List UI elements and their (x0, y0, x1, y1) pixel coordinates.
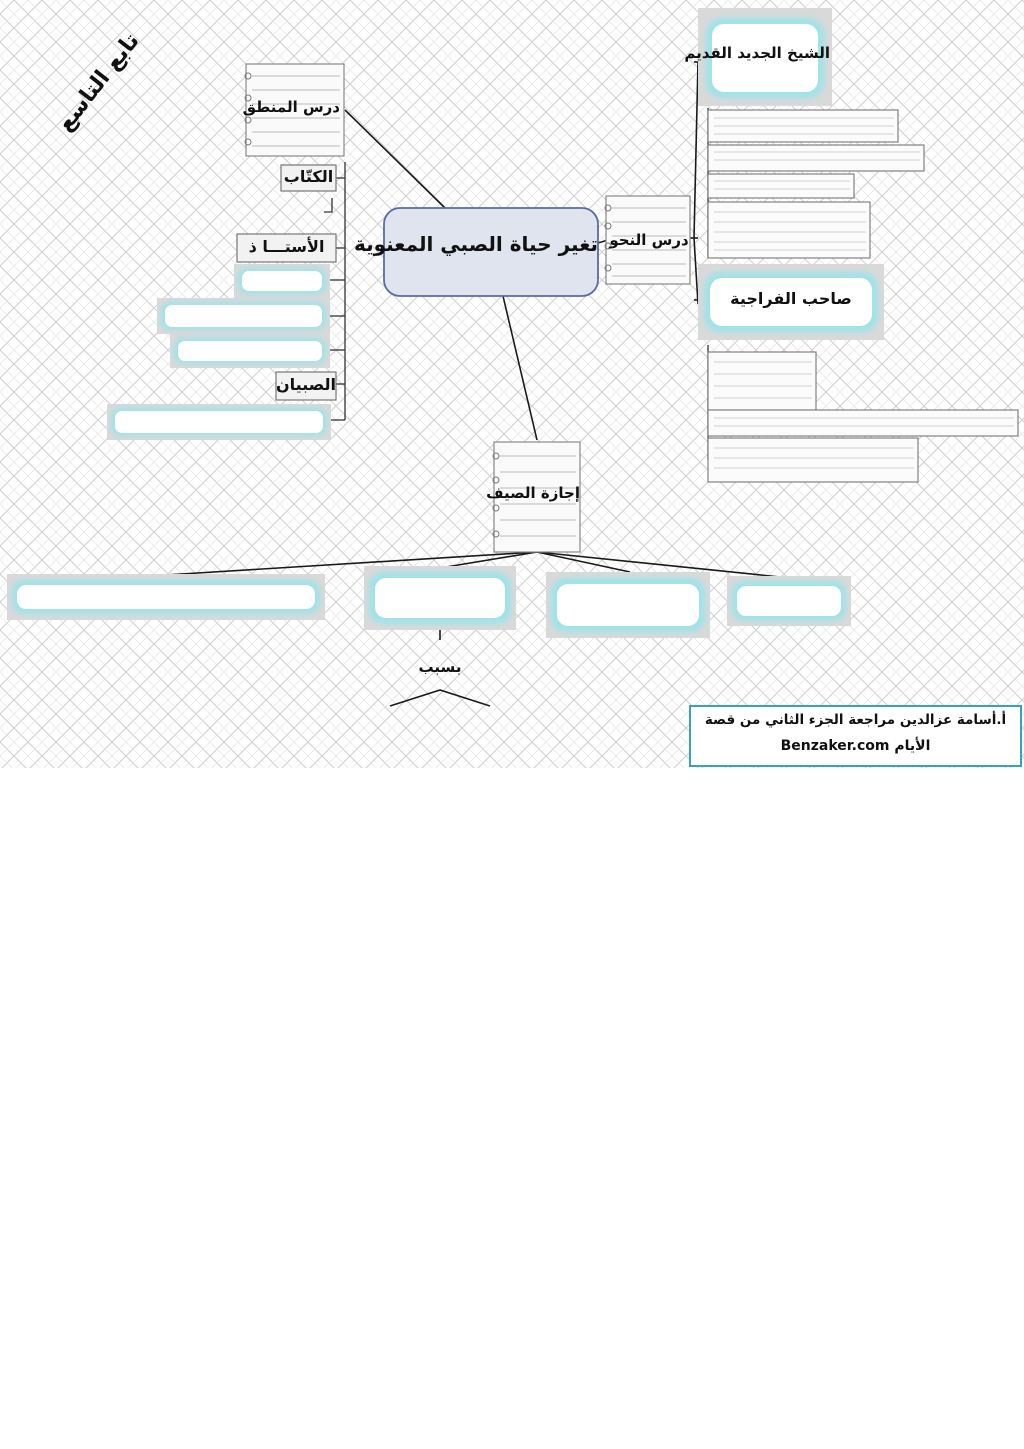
credit-site: Benzaker.com (780, 738, 890, 754)
credit-line-1: أ.أسامة عزالدين مراجعة الجزء الثاني من قصة (704, 712, 1007, 728)
because-label: بسبب (418, 658, 462, 676)
credit-word: الأيام (894, 738, 931, 754)
grammar-subitem-faraja-owner: صاحب الفراجية (730, 289, 852, 308)
grammar-lesson-title: درس النحو (609, 231, 689, 249)
logic-subitem-boys: الصبيان (276, 375, 336, 394)
logic-subitem-teacher: الأستـــا ذ (248, 237, 325, 256)
credit-line-2 (690, 738, 1021, 754)
grammar-subitem-old-new-sheikh: الشيخ الجديد القديم (684, 44, 830, 62)
logic-subitem-kuttab: الكتّاب (283, 167, 334, 186)
central-topic-label: تغير حياة الصبي المعنوية (353, 232, 598, 256)
corner-label: تابع التاسع (52, 28, 145, 137)
summer-break-title: إجازة الصيف (486, 484, 580, 502)
logic-lesson-title: درس المنطق (242, 98, 340, 116)
